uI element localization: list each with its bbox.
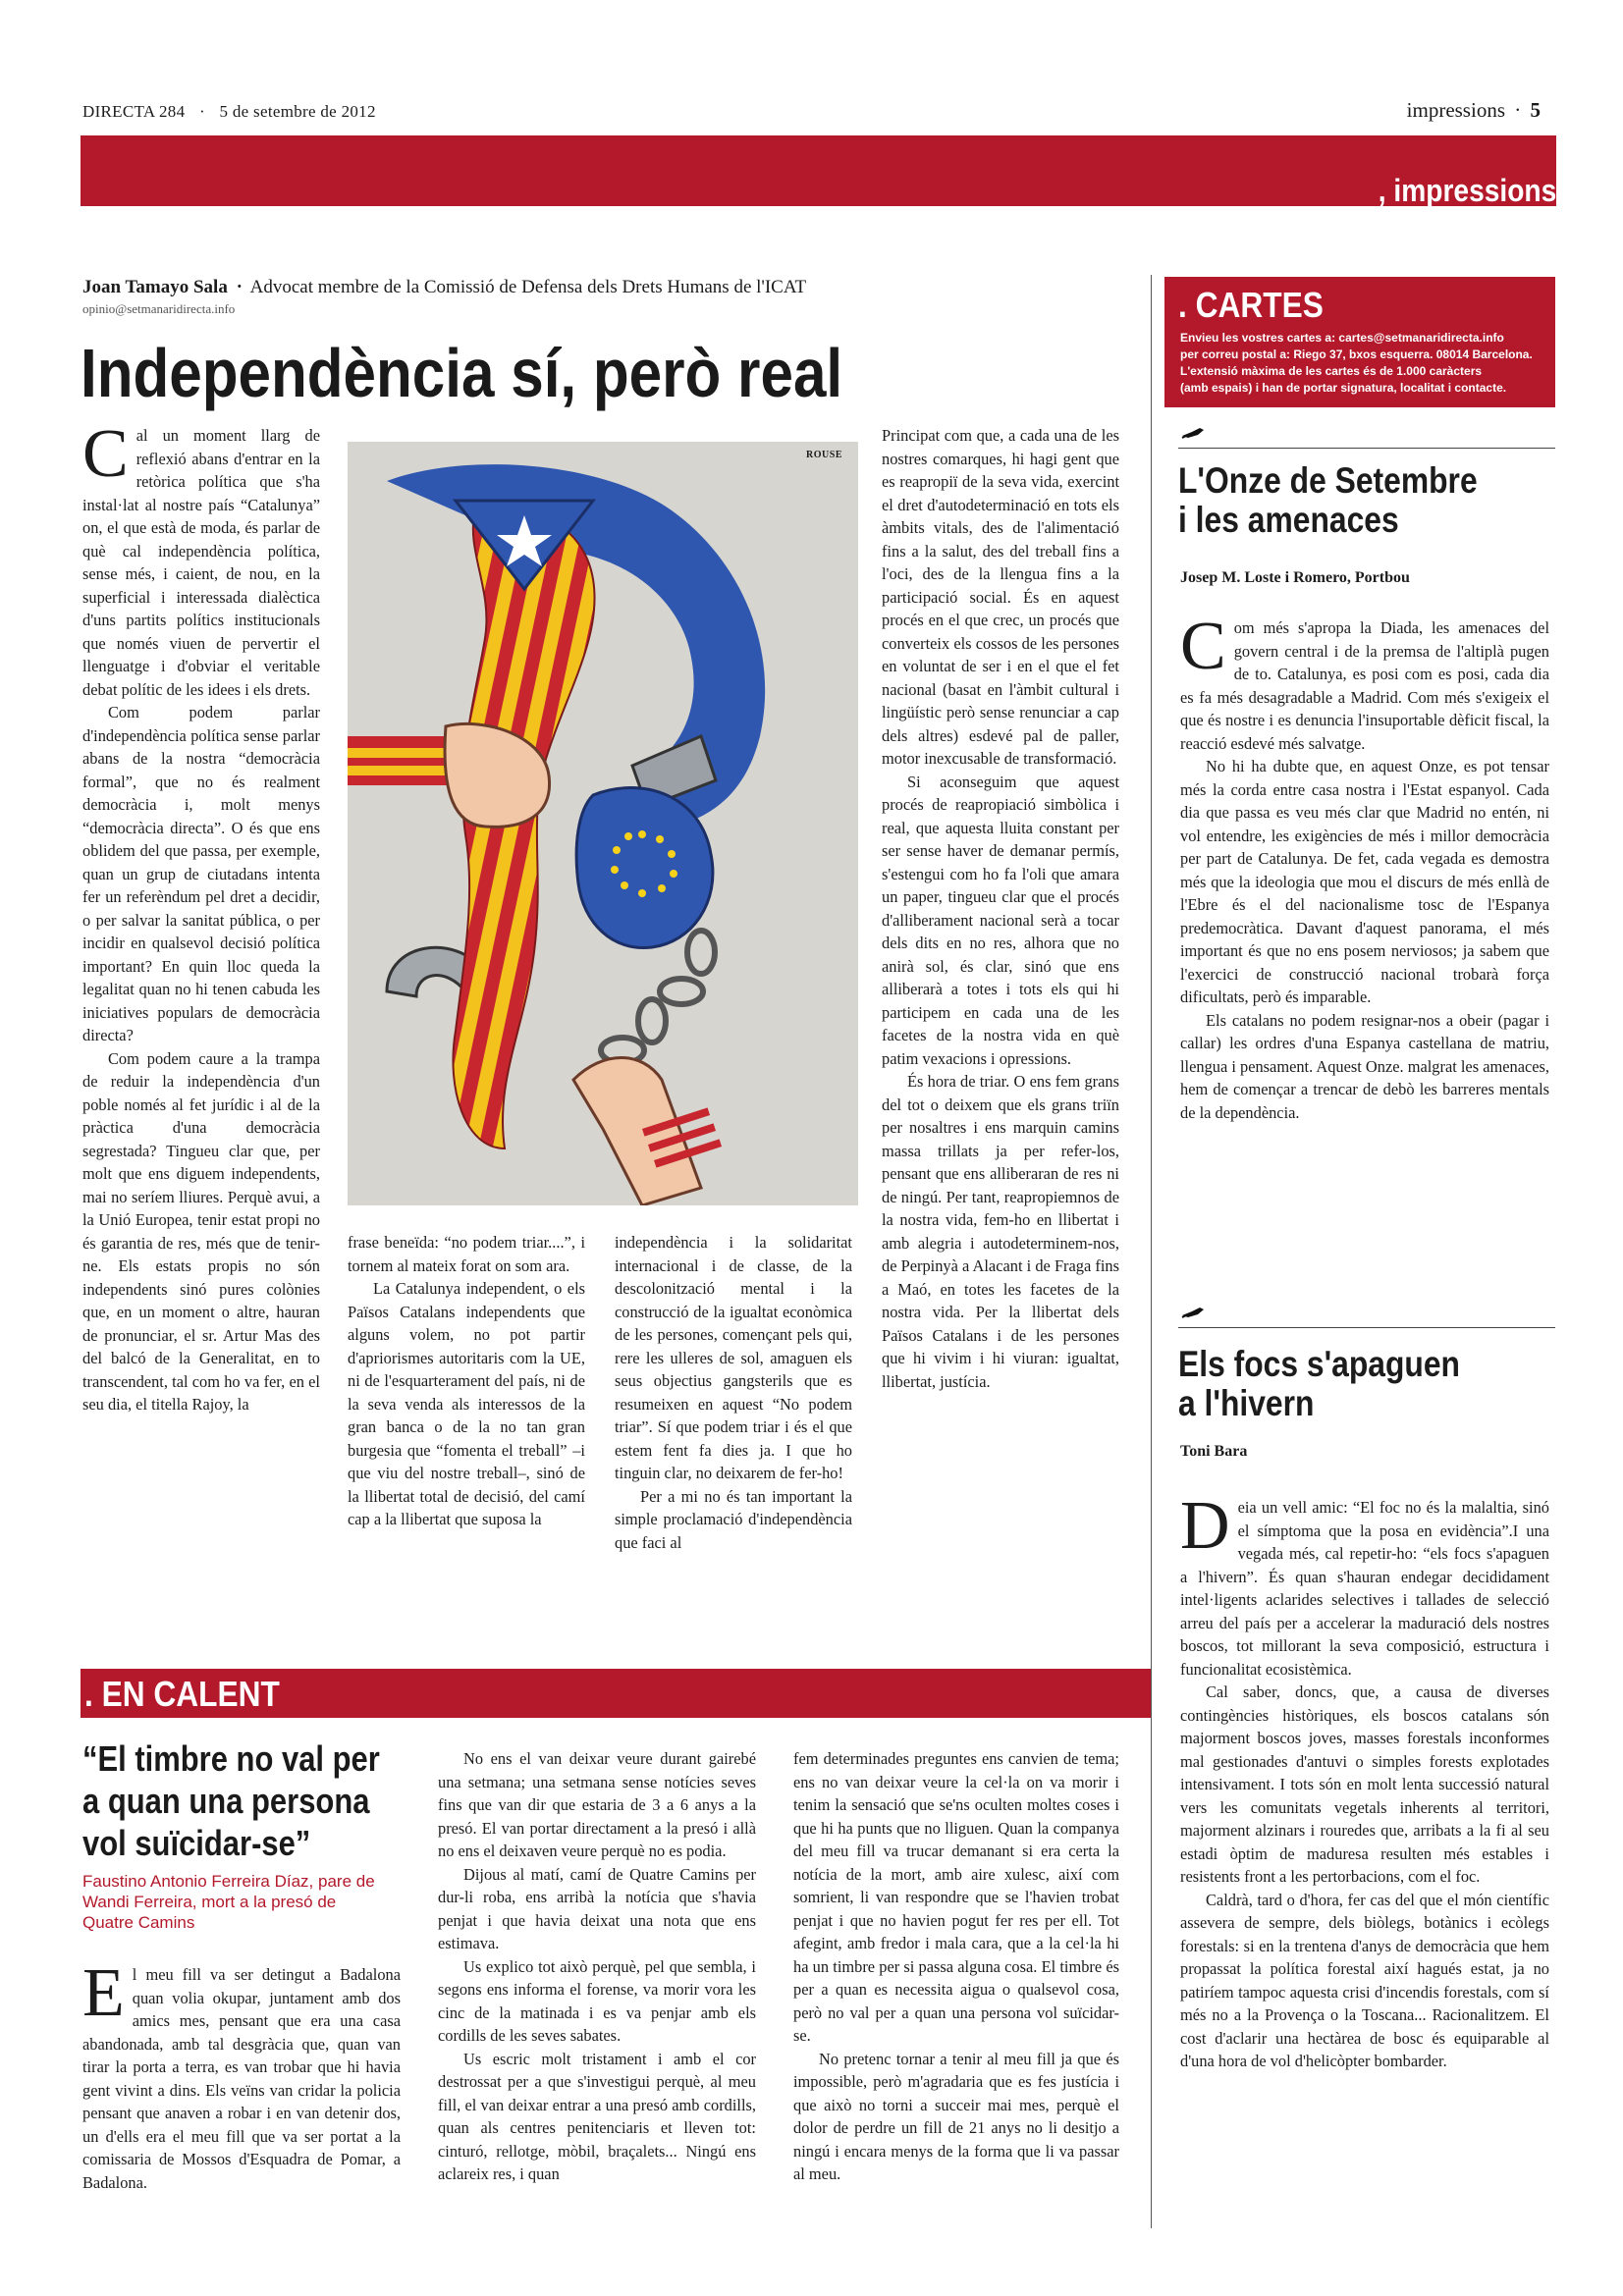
author-email: opinio@setmanaridirecta.info <box>82 301 236 316</box>
section-band-label: , impressions <box>1378 173 1556 208</box>
en-calent-column-2 <box>438 1747 756 2186</box>
article-column-2 <box>348 1231 585 1531</box>
en-calent-paragraph: Us explico tot això perquè, pel que sembla, i segons ens informa el forense, va morir vora les cinc de la matinada i es va penjar amb els cordills de les seves sabates. <box>438 1956 756 2045</box>
article-column-4 <box>882 424 1119 1393</box>
letter-paragraph: Deia un vell amic: “El foc no és la malaltia, sinó el símptoma que la posa en evidència”.I una vegada més, cal repetir-ho: “els focs s'apaguen a l'hivern”. És quan s'hauran endegar decididament intel·ligents aclarides selectives i tallades de selecció arreu del país per a accelerar la maduració dels nostres boscos, tot millorant la seva composició, estructura i funcionalitat ecosistèmica. <box>1180 1488 1549 1679</box>
letter-2-body <box>1180 1488 1549 2073</box>
illustration <box>348 442 858 1205</box>
en-calent-title-line: “El timbre no val per <box>82 1738 380 1779</box>
article-paragraph: Cal un moment llarg de reflexió abans d'entrar en la retòrica política que s'ha instal·lat al nostre país “Catalunya” on, el que està de moda, és parlar de què cal independència política, sense més, i caient, de nou, en la superficial i interessada dialèctica d'uns partits polítics institucionals que només viuen de pervertir el llenguatge i d'obviar el veritable debat polític de les idees i els drets. <box>82 416 320 699</box>
article-paragraph: Per a mi no és tan important la simple proclamació d'independència que faci al <box>615 1486 852 1552</box>
article-column-3 <box>615 1231 852 1554</box>
cartes-info-line: per correu postal a: Riego 37, bxos esquerra. 08014 Barcelona. <box>1180 347 1533 361</box>
en-calent-title <box>82 1737 380 1864</box>
article-paragraph: És hora de triar. O ens fem grans del tot o deixem que els grans triïn per nosaltres i ens marquin camins massa trillats ja per refer-los, pensant que ens alliberaran de res ni de ningú. Per tant, reapropiemnos de la nostra vida, fem-ho en llibertat i amb alegria i autodeterminem-nos, de Perpinyà a Alacant i de Fraga fins a Maó, en totes les facetes de la nostra vida. Per la llibertat dels Països Catalans i de les persones que hi vivim i hi viuran: igualtat, llibertat, justícia. <box>882 1072 1119 1391</box>
letter-1-body <box>1180 609 1549 1124</box>
en-calent-paragraph: Dijous al matí, camí de Quatre Camins per dur-li roba, ens arribà la notícia que s'havia penjat i que havia deixat una nota que ens estimava. <box>438 1864 756 1952</box>
pen-icon <box>1180 1306 1206 1319</box>
sidebar-divider <box>1151 275 1152 2228</box>
cartes-info-line: Envieu les vostres cartes a: cartes@setmanaridirecta.info <box>1180 331 1504 345</box>
letter-2-title-line: a l'hivern <box>1178 1383 1315 1423</box>
letter-2-title <box>1178 1345 1460 1423</box>
issue-number: DIRECTA 284 <box>82 102 186 121</box>
separator-dot: · <box>198 102 205 121</box>
article-title: Independència sí, però real <box>81 335 843 411</box>
article-paragraph: frase beneïda: “no podem triar....”, i tornem al mateix forat on som ara. <box>348 1233 585 1275</box>
section-band <box>81 135 1556 206</box>
en-calent-title-line: vol suïcidar-se” <box>82 1823 311 1863</box>
en-calent-column-1 <box>82 1955 401 2194</box>
page-number: 5 <box>1530 98 1541 122</box>
article-paragraph: Com podem caure a la trampa de reduir la independència d'un poble només al fet jurídic i al de la pràctica d'una democràcia segrestada? Tingueu clar que, per molt que ens diguem independents, mai no seríem lliures. Perquè avui, a la Unió Europea, tenir estat propi no és garantia de res, més que de tenir-ne. Els estats propis no són independents sinó pures colònies que, en un moment o altre, hauran de pronunciar, el sr. Artur Mas des del balcó de la Generalitat, en to transcendent, tal com ho va fer, en el seu dia, el titella Rajoy, la <box>82 1048 320 1414</box>
cartes-box <box>1164 277 1555 407</box>
article-byline: Joan Tamayo Sala · Advocat membre de la Comissió de Defensa dels Drets Humans de l'ICAT <box>82 277 807 297</box>
en-calent-byline <box>82 1871 416 1933</box>
article-column-1 <box>82 416 320 1416</box>
author-role: Advocat membre de la Comissió de Defensa dels Drets Humans de l'ICAT <box>249 277 807 297</box>
byline-line: Wandi Ferreira, mort a la presó de <box>82 1893 337 1911</box>
letter-rule <box>1178 1327 1555 1328</box>
letter-rule <box>1178 448 1555 449</box>
byline-line: Quatre Camins <box>82 1913 195 1932</box>
pen-icon <box>1180 426 1206 440</box>
en-calent-paragraph: Us escric molt tristament i amb el cor destrossat per a que s'investigui perquè, al meu fill, el van deixar entrar a una presó amb cordills, quan als centres penitenciaris et lleven tot: cinturó, rellotge, mòbil, braçalets... Ningú ens aclareix res, i quan <box>438 2049 756 2183</box>
letter-1-title-line: L'Onze de Setembre <box>1178 460 1478 501</box>
en-calent-column-3 <box>793 1747 1119 2186</box>
author-name: Joan Tamayo Sala <box>82 277 228 297</box>
en-calent-paragraph: fem determinades preguntes ens canvien de tema; ens no van deixar veure la cel·la on va morir i tenim la sensació que se'ns oculten moltes coses i que hi ha punts que no lliguen. Quan la companya del meu fill va trucar demanant si era certa la notícia de la mort, amb aire xulesc, així com somrient, li van respondre que se l'havien trobat penjat i que no havien pogut fer res per ell. Tot afegint, amb fredor i mala cara, que a la cel·la hi ha un timbre per si passa alguna cosa. El timbre és per a quan es necessita aigua o qualsevol cosa, però no val per a quan una persona vol suïcidar-se. <box>793 1749 1119 2045</box>
issue-date: 5 de setembre de 2012 <box>219 102 376 121</box>
letter-paragraph: No hi ha dubte que, en aquest Onze, es pot tensar més la corda entre casa nostra i l'Estat espanyol. Cada dia que passa es veu més clar que Madrid no entén, ni vol entendre, les exigències de més i millor democràcia per part de Catalunya. De fet, cada vegada es demostra més que la ideologia que mou el discurs de més enllà de l'Ebre és el del nacionalisme tosc de l'Espanya predemocràtica. Davant d'aquest panorama, el més important és que no ens posem nerviosos; ja sabem que l'exercici de construcció nacional trobarà força dificultats, però és imparable. <box>1180 757 1549 1006</box>
cartes-info <box>1180 330 1553 397</box>
running-header-right: impressions · 5 <box>1406 98 1541 122</box>
running-header-left <box>82 102 376 122</box>
letter-paragraph: Els catalans no podem resignar-nos a obeir (pagar i callar) les ordres d'una Espanya castellana de matriu, llengua i pensament. Aquest Onze. malgrat les amenaces, hem de començar a trencar de debò les barreres mentals de la dependència. <box>1180 1010 1549 1122</box>
letter-paragraph: Cal saber, doncs, que, a causa de diverses contingències històriques, els boscos catalans són majorment boscos joves, masses forestals inconformes mal gestionades d'antuvi o simples forests explotades intensivament. I tots són en molt lenta successió natural vers les comunitats vegetals inherents al territori, majorment alzinars i rouredes que, arribats a la fi al seu estadi òptim de maduresa resulten més estables i resistents front a les pertorbacions, com el foc. <box>1180 1682 1549 1886</box>
cartes-label: . CARTES <box>1178 285 1324 325</box>
article-paragraph: Com podem parlar d'independència política sense parlar abans de la nostra “democràcia formal”, que no és realment democràcia i, molt menys “democràcia directa”. O és que ens oblidem del que passa, per exemple, quan un grup de ciutadans intenta fer un referèndum pel dret a decidir, o per salvar la sanitat pública, o per incidir en qualsevol decisió política important? En quin lloc queda la legalitat quan no hi tenen cabuda les iniciatives populars de democràcia directa? <box>82 703 320 1044</box>
article-paragraph: Principat com que, a cada una de les nostres comarques, hi hagi gent que es reapropiï de la seva vida, exercint el dret d'autodeterminació en tots els àmbits vitals, des de l'alimentació fins a la salut, des del treball fins a l'oci, des de la llengua fins a la participació social. És en aquest procés en el que crec, un procés que converteix els cossos de les persones en voluntat de ser i en el que el fet nacional (basat en l'àmbit cultural i lingüístic però sense renunciar a cap dels altres) esdevé pal de paller, motor inexcusable de transformació. <box>882 426 1119 768</box>
article-paragraph: Si aconseguim que aquest procés de reapropiació simbòlica i real, que aquesta lluita constant per ser sense haver de demanar permís, s'estengui com ho fa l'oli que amara un paper, tingueu clar que el procés d'alliberament nacional serà a tocar dels dits en no res, alhora que no anirà sol, és clar, sinó que ens alliberarà a totes i tots els qui hi participem en cada una de les facetes de la nostra vida en què patim vexacions i opressions. <box>882 772 1119 1068</box>
section-name: impressions <box>1406 98 1505 122</box>
letter-1-title-line: i les amenaces <box>1178 500 1399 540</box>
article-paragraph: La Catalunya independent, o els Països Catalans independents que alguns volem, no pot partir d'apriorismes autoritaris com la UE, ni de l'esquarterament del país, ni de la seva venda als interessos de la gran banca o de la no tan gran burgesia que “fomenta el treball” –i que viu del nostre treball–, sinó de la llibertat total de decisió, del camí cap a la llibertat que suposa la <box>348 1279 585 1528</box>
en-calent-title-line: a quan una persona <box>82 1781 370 1821</box>
en-calent-paragraph: No pretenc tornar a tenir al meu fill ja que és impossible, però m'agradaria que es fes justícia i que això no torni a succeir mai mes, perquè el dolor de perdre un fill de 21 anys no li desitjo a ningú i encara menys de la forma que li va passar al meu. <box>793 2049 1119 2183</box>
illustration-credit: ROUSE <box>806 450 842 460</box>
illustration-art <box>348 442 858 1205</box>
letter-2-title-line: Els focs s'apaguen <box>1178 1344 1460 1384</box>
letter-1-title <box>1178 461 1478 540</box>
article-paragraph: independència i la solidaritat internacional i de classe, de la descolonització mental i la construcció de la igualtat econòmica de les persones, començant pels qui, rere les ulleres de sol, amaguen els seus objectius gangsterils que es resumeixen en aquest “No podem triar”. Sí que podem triar i és el que estem fent fa dies ja. I que ho tinguin clar, no deixarem de fer-ho! <box>615 1233 852 1482</box>
byline-line: Faustino Antonio Ferreira Díaz, pare de <box>82 1872 375 1891</box>
en-calent-label: . EN CALENT <box>84 1674 280 1714</box>
letter-paragraph: Caldrà, tard o d'hora, fer cas del que el món científic assevera de sempre, dels biòlegs, botànics i ecòlegs forestals: si en la trentena d'anys de democràcia que hem propassat la política forestal així hagués estat, ja no patiríem tampoc aquesta crisi d'incendis forestals, com sí més no a la Provença o la Toscana... Racionalitzem. El cost d'aclarir una hectàrea de bosc és equiparable al d'una hora de vol d'helicòpter bombarder. <box>1180 1890 1549 2070</box>
cartes-info-line: L'extensió màxima de les cartes és de 1.000 caràcters <box>1180 364 1483 378</box>
letter-1-author: Josep M. Loste i Romero, Portbou <box>1180 569 1410 586</box>
letter-2-author: Toni Bara <box>1180 1443 1248 1460</box>
letter-paragraph: Com més s'apropa la Diada, les amenaces del govern central i de la premsa de l'altiplà pugen de to. Catalunya, es posi com es posi, cada dia es fa més desagradable a Madrid. Com més s'exigeix el que és nostre i es denuncia l'insuportable dèficit fiscal, la reacció esdevé més salvatge. <box>1180 609 1549 753</box>
en-calent-paragraph: El meu fill va ser detingut a Badalona quan volia okupar, juntament amb dos amics mes, pensant que era una casa abandonada, amb tal desgràcia que, quan van tirar la porta a terra, es van trobar que hi havia gent vivint a dins. Els veïns van cridar la policia pensant que anaven a robar i en van detenir dos, un d'ells era el meu fill que va ser portat a la comissaria de Mossos d'Esquadra de Pomar, a Badalona. <box>82 1955 401 2192</box>
en-calent-paragraph: No ens el van deixar veure durant gairebé una setmana; una setmana sense notícies seves fins que van dir que estaria de 3 a 6 anys a la presó. El van portar directament a la presó i allà no ens el deixaven veure perquè no es podia. <box>438 1749 756 1860</box>
cartes-info-line: (amb espais) i han de portar signatura, localitat i contacte. <box>1180 381 1507 395</box>
